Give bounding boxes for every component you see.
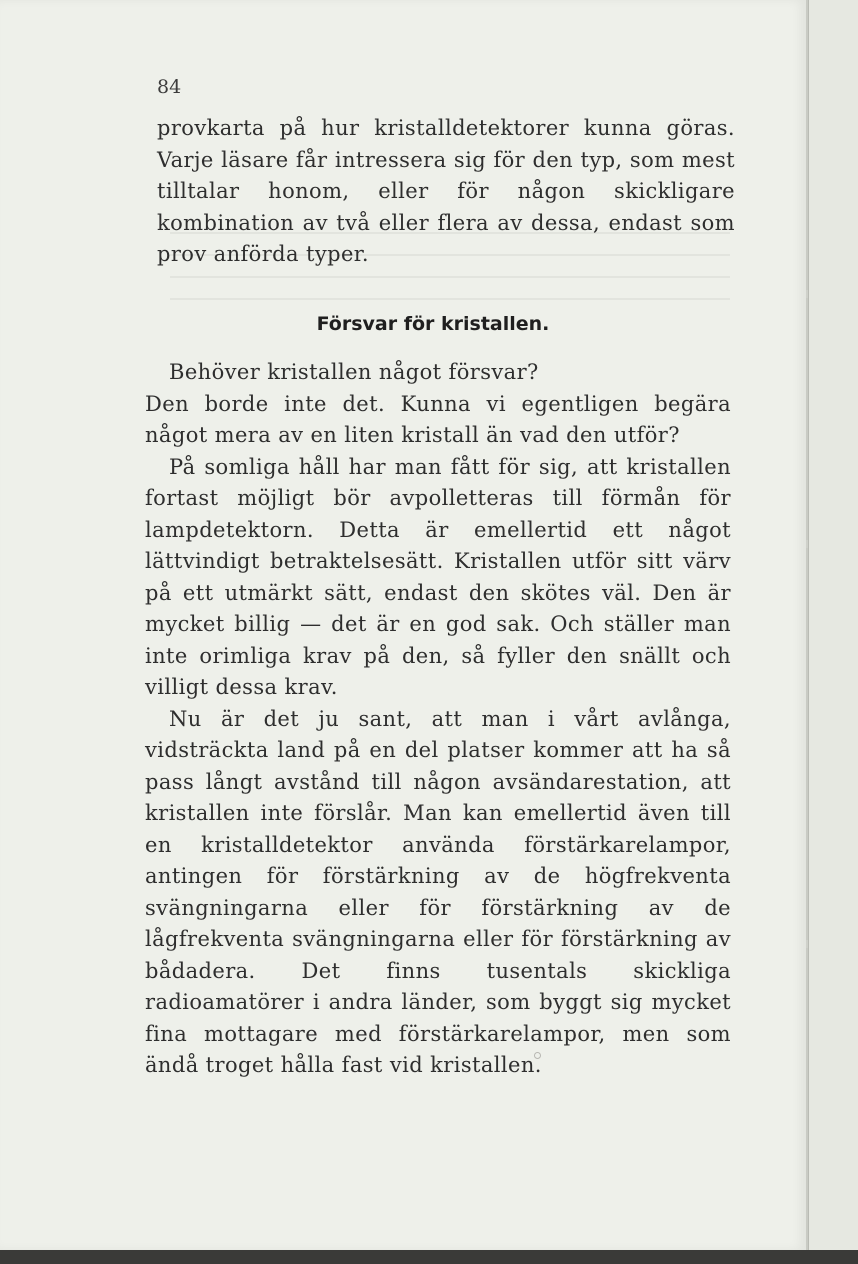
intro-text-block xyxy=(157,113,735,271)
paragraph-3: På somliga håll har man fått för sig, att kristallen fortast möjligt bör avpolletteras till förmån för lampdetektorn. Detta är emellertid ett något lättvindigt betraktelsesätt. Kristallen utför sitt värv på ett utmärkt sätt, endast den skötes väl. Den är mycket billig — det är en god sak. Och ställer man inte orimliga krav på den, så fyller den snällt och villigt dessa krav. xyxy=(145,454,731,699)
paragraph-2: Den borde inte det. Kunna vi egentligen begära något mera av en liten kristall än vad den utför? xyxy=(145,391,731,447)
next-page-edge xyxy=(808,0,858,1250)
paragraph-4: Nu är det ju sant, att man i vårt avlånga, vidsträckta land på en del platser kommer att ha så pass långt avstånd till någon avsändarestation, att kristallen inte förslår. Man kan emellertid även till en kristalldetektor använda förstärkarelampor, antingen för förstärkning av de högfrekventa svängningarna eller för förstärkning av de lågfrekventa svängningarna eller för förstärkning av bådadera. Det finns tusentals skickliga radioamatörer i andra länder, som byggt sig mycket fina mottagare med förstärkarelampor, men som ändå troget hålla fast vid kristallen. xyxy=(145,706,731,1077)
paper-speck xyxy=(534,1052,541,1059)
section-heading: Försvar för kristallen. xyxy=(316,313,550,335)
intro-paragraph: provkarta på hur kristalldetektorer kunna göras. Varje läsare får intressera sig för den typ, som mest tilltalar honom, eller för någon skickligare kombination av två eller flera av dessa, endast som prov anförda typer. xyxy=(157,116,735,266)
page-number: 84 xyxy=(157,76,182,98)
section-body xyxy=(145,357,731,1082)
paragraph-1: Behöver kristallen något försvar? xyxy=(169,360,539,384)
